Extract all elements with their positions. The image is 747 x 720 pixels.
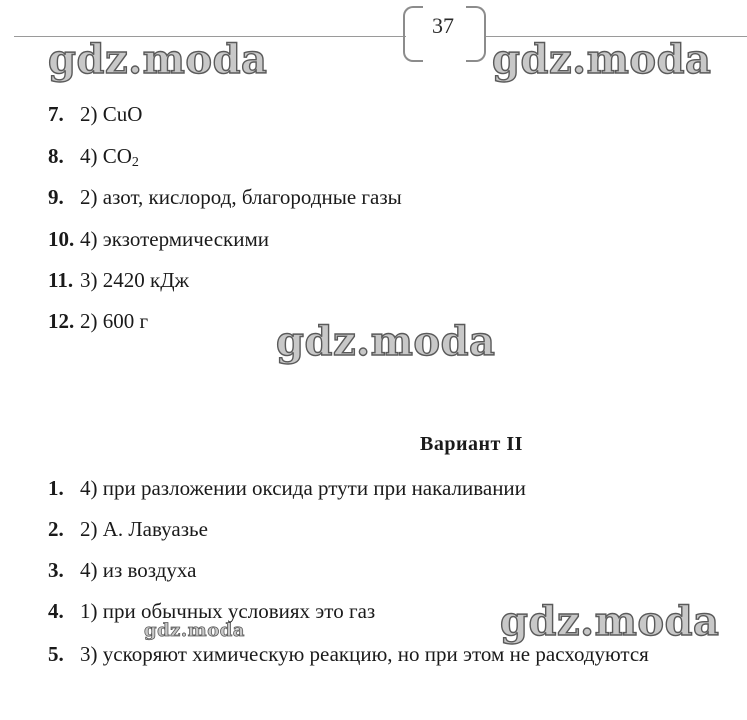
answer-number: 3. [48, 558, 64, 582]
answer-number: 1. [48, 476, 64, 500]
answer-item [48, 311, 148, 332]
answer-text: 4) из воздуха [80, 558, 197, 582]
answer-number: 7. [48, 102, 64, 126]
answer-item [48, 270, 189, 291]
answer-text: 2) А. Лавуазье [80, 517, 208, 541]
answer-text: 4) экзотермическими [80, 227, 269, 251]
answer-item [48, 519, 208, 540]
page-number: 37 [432, 13, 454, 38]
watermark: gdz.moda [276, 318, 496, 365]
answer-text: 2) азот, кислород, благородные газы [80, 185, 402, 209]
answer-text: 1) при обычных условиях это газ [80, 599, 376, 623]
answer-text: 3) 2420 кДж [80, 268, 190, 292]
watermark: gdz.moda [144, 620, 245, 641]
answer-subscript: 2 [131, 155, 139, 170]
watermark: gdz.moda [48, 36, 268, 83]
answer-text: 4) CO [80, 144, 132, 168]
answer-number: 9. [48, 185, 64, 209]
watermark: gdz.moda [492, 36, 712, 83]
answer-item [48, 229, 269, 250]
answer-item [48, 601, 375, 622]
page-number-bracket-right [466, 6, 486, 62]
answer-item [48, 187, 402, 208]
answer-number: 12. [48, 309, 75, 333]
answer-item [48, 146, 139, 170]
answer-text: 2) 600 г [80, 309, 149, 333]
answer-number: 8. [48, 144, 64, 168]
answer-item [48, 560, 196, 581]
answer-number: 2. [48, 517, 64, 541]
answer-number: 10. [48, 227, 75, 251]
watermark: gdz.moda [500, 598, 720, 645]
answer-item [48, 104, 142, 125]
answer-item [48, 644, 649, 665]
answer-text: 2) CuO [80, 102, 143, 126]
answer-text: 3) ускоряют химическую реакцию, но при этом не расходуются [80, 642, 649, 666]
answer-text: 4) при разложении оксида ртути при накаливании [80, 476, 526, 500]
answer-number: 4. [48, 599, 64, 623]
answer-number: 5. [48, 642, 64, 666]
answer-number: 11. [48, 268, 74, 292]
answer-item [48, 478, 526, 499]
section-title: Вариант II [420, 433, 523, 455]
